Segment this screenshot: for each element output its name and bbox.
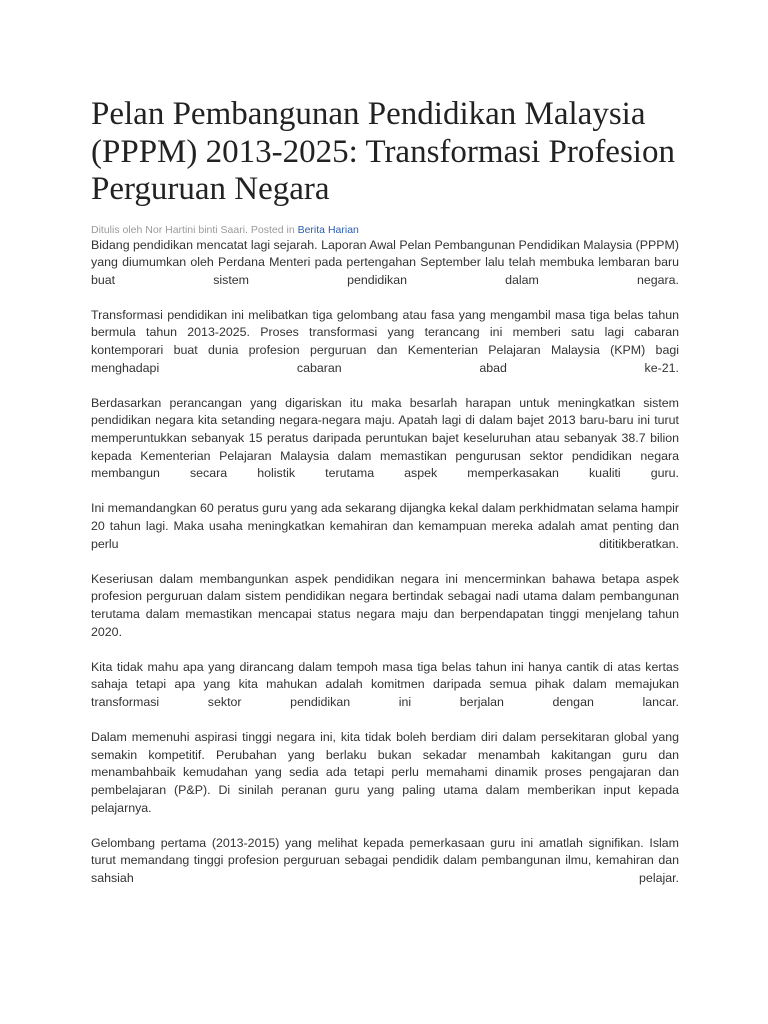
article-title: Pelan Pembangunan Pendidikan Malaysia (PPPM) 2013-2025: Transformasi Profesion Perguruan Negara [91,96,675,207]
paragraph-6: Kita tidak mahu apa yang dirancang dalam tempoh masa tiga belas tahun ini hanya cantik di atas kertas sahaja tetapi apa yang kita mahukan adalah komitmen daripada semua pihak dalam memajukan transformasi sektor pendidikan ini berjalan dengan lancar. [91,659,679,709]
article-body [91,237,679,888]
byline-author: Ditulis oleh Nor Hartini binti Saari. Posted in [91,223,298,236]
paragraph-7: Dalam memenuhi aspirasi tinggi negara ini, kita tidak boleh berdiam diri dalam persekitaran global yang semakin kompetitif. Perubahan yang berlaku bukan sekadar menambah kakitangan guru dan menambahbaik kemudahan yang sedia ada tetapi perlu memahami dinamik proses pengajaran dan pembelajaran (P&P). Di sinilah peranan guru yang paling utama dalam memberikan input kepada pelajarnya. [91,730,679,815]
paragraph-1: Bidang pendidikan mencatat lagi sejarah. Laporan Awal Pelan Pembangunan Pendidikan Malaysia (PPPM) yang diumumkan oleh Perdana Menteri pada pertengahan September lalu telah membuka lembaran baru buat sistem pendidikan dalam negara. [91,237,680,287]
paragraph-2: Transformasi pendidikan ini melibatkan tiga gelombang atau fasa yang mengambil masa tiga belas tahun bermula tahun 2013-2025. Proses transformasi yang terancang ini memberi satu lagi cabaran kontemporari buat dunia profesion perguruan dan Kementerian Pelajaran Malaysia (KPM) bagi menghadapi cabaran abad ke-21. [91,307,679,375]
paragraph-5: Keseriusan dalam membangunkan aspek pendidikan negara ini mencerminkan bahawa betapa aspek profesion perguruan dalam sistem pendidikan negara bertindak sebagai nadi utama dalam pembangunan terutama dalam memastikan mencapai status negara maju dan berpendapatan tinggi menjelang tahun 2020. [91,571,679,639]
article-byline [91,223,679,237]
article [91,96,679,905]
paragraph-8: Gelombang pertama (2013-2015) yang melihat kepada pemerkasaan guru ini amatlah signifikan. Islam turut memandang tinggi profesion perguruan sebagai pendidik dalam pembangunan ilmu, kemahiran dan sahsiah pelajar. [91,835,679,885]
paragraph-3: Berdasarkan perancangan yang digariskan itu maka besarlah harapan untuk meningkatkan sistem pendidikan negara kita setanding negara-negara maju. Apatah lagi di dalam bajet 2013 baru-baru ini turut memperuntukkan sebanyak 15 peratus daripada peruntukan bajet keseluruhan atau sebanyak 38.7 bilion kepada Kementerian Pelajaran Malaysia dalam memastikan pengurusan sektor pendidikan negara membangun secara holistik terutama aspek memperkasakan kualiti guru. [91,395,679,481]
paragraph-4: Ini memandangkan 60 peratus guru yang ada sekarang dijangka kekal dalam perkhidmatan selama hampir 20 tahun lagi. Maka usaha meningkatkan kemahiran dan kemampuan mereka adalah amat penting dan perlu dititikberatkan. [91,501,679,551]
byline-source-link[interactable]: Berita Harian [297,223,359,236]
